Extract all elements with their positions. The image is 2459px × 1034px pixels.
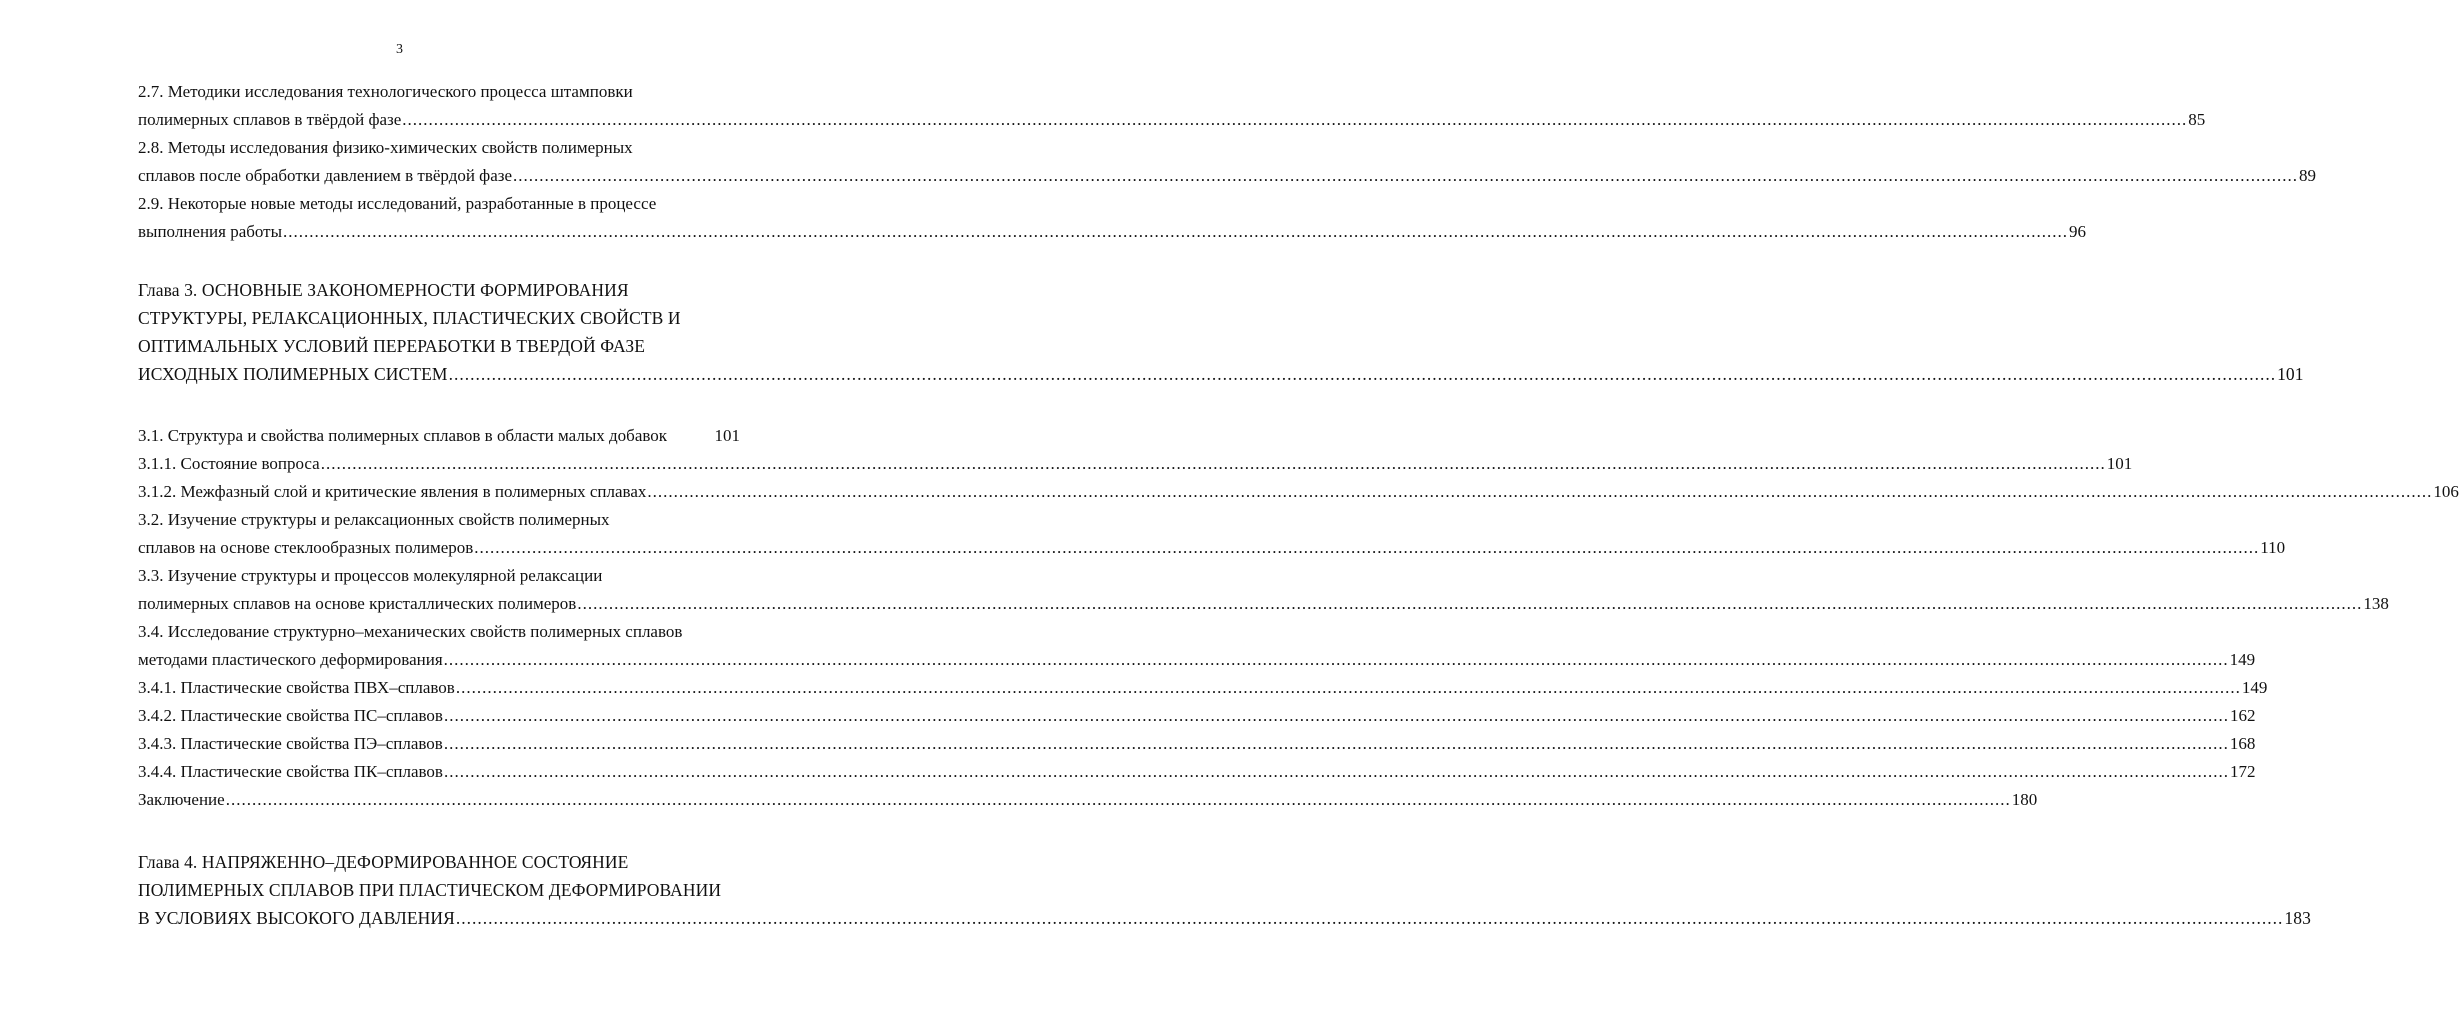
toc-entry-text: полимерных сплавов на основе кристаллических полимеров (138, 594, 577, 613)
toc-page-number: 101 (2277, 364, 2304, 384)
dot-leader: .................................................................................................................................................................................................................................................................................................................................................... (320, 454, 2106, 473)
toc-entry-2-7 (138, 106, 2206, 134)
toc-entry-3-2-line-1: 3.2. Изучение структуры и релаксационных свойств полимерных (138, 510, 610, 529)
toc-entry-2-8-line-1: 2.8. Методы исследования физико-химических свойств полимерных (138, 138, 633, 157)
toc-page-number: 110 (2260, 538, 2286, 557)
toc-entry-2-9-line-1: 2.9. Некоторые новые методы исследований, разработанные в процессе (138, 194, 657, 213)
toc-page-number: 168 (2229, 734, 2256, 753)
toc-entry-conclusion (138, 786, 2038, 814)
dot-leader: .................................................................................................................................................................................................................................................................................................................................................... (443, 706, 2229, 725)
dot-leader: .................................................................................................................................................................................................................................................................................................................................................... (443, 734, 2229, 753)
toc-entry-2-8 (138, 162, 2317, 190)
toc-entry-text: 3.1. Структура и свойства полимерных сплавов в области малых добавок (138, 426, 668, 445)
chapter-3-heading-line-1: Глава 3. ОСНОВНЫЕ ЗАКОНОМЕРНОСТИ ФОРМИРОВАНИЯ (138, 280, 629, 300)
dot-leader: .................................................................................................................................................................................................................................................................................................................................................... (283, 222, 2069, 241)
toc-entry-2-9 (138, 218, 2087, 246)
toc-entry-text: сплавов на основе стеклообразных полимеров (138, 538, 474, 557)
dot-leader: .................................................................................................................................................................................................................................................................................................................................................... (443, 762, 2229, 781)
toc-entry-3-4-line-1: 3.4. Исследование структурно–механических свойств полимерных сплавов (138, 622, 683, 641)
dot-leader: .................................................................................................................................................................................................................................................................................................................................................... (402, 110, 2188, 129)
toc-entry-text: 3.4.2. Пластические свойства ПС–сплавов (138, 706, 443, 725)
toc-entry-text: ИСХОДНЫХ ПОЛИМЕРНЫХ СИСТЕМ (138, 364, 448, 384)
dot-leader: .................................................................................................................................................................................................................................................................................................................................................... (455, 908, 2284, 928)
dot-leader: .................................................................................................................................................................................................................................................................................................................................................... (513, 166, 2299, 185)
toc-entry-text: 3.4.1. Пластические свойства ПВХ–сплавов (138, 678, 455, 697)
chapter-3-heading (138, 360, 2304, 388)
chapter-4-heading-line-2: ПОЛИМЕРНЫХ СПЛАВОВ ПРИ ПЛАСТИЧЕСКОМ ДЕФОРМИРОВАНИИ (138, 880, 722, 900)
dot-leader: .................................................................................................................................................................................................................................................................................................................................................... (647, 482, 2433, 501)
table-of-contents (138, 78, 2459, 932)
toc-page-number: 149 (2241, 678, 2268, 697)
toc-page-number: 183 (2284, 908, 2311, 928)
toc-entry-3-1 (138, 422, 740, 450)
toc-entry-text: 3.4.4. Пластические свойства ПК–сплавов (138, 762, 443, 781)
toc-entry-text: 3.4.3. Пластические свойства ПЭ–сплавов (138, 734, 443, 753)
dot-leader: .................................................................................................................................................................................................................................................................................................................................................... (474, 538, 2260, 557)
toc-entry-text: методами пластического деформирования (138, 650, 443, 669)
toc-entry-3-1-1 (138, 450, 2133, 478)
chapter-3-heading-line-2: СТРУКТУРЫ, РЕЛАКСАЦИОННЫХ, ПЛАСТИЧЕСКИХ СВОЙСТВ И (138, 308, 681, 328)
toc-entry-text: полимерных сплавов в твёрдой фазе (138, 110, 402, 129)
toc-page-number: 96 (2069, 222, 2087, 241)
dot-leader: .................................................................................................................................................................................................................................................................................................................................................... (577, 594, 2363, 613)
toc-entry-2-7-line-1: 2.7. Методики исследования технологического процесса штамповки (138, 82, 633, 101)
toc-entry-text: 3.1.2. Межфазный слой и критические явления в полимерных сплавах (138, 482, 647, 501)
toc-page-number: 149 (2229, 650, 2256, 669)
toc-entry-3-1-2 (138, 478, 2459, 506)
toc-entry-text: В УСЛОВИЯХ ВЫСОКОГО ДАВЛЕНИЯ (138, 908, 455, 928)
toc-page-number: 89 (2299, 166, 2317, 185)
toc-entry-text: выполнения работы (138, 222, 283, 241)
toc-page-number: 101 (2106, 454, 2133, 473)
chapter-3-heading-line-3: ОПТИМАЛЬНЫХ УСЛОВИЙ ПЕРЕРАБОТКИ В ТВЕРДОЙ ФАЗЕ (138, 336, 645, 356)
toc-entry-text: сплавов после обработки давлением в твёрдой фазе (138, 166, 513, 185)
chapter-4-heading-line-1: Глава 4. НАПРЯЖЕННО–ДЕФОРМИРОВАННОЕ СОСТОЯНИЕ (138, 852, 629, 872)
toc-entry-text: Заключение (138, 790, 225, 809)
page-number: 3 (396, 42, 403, 57)
toc-page-number: 172 (2229, 762, 2256, 781)
toc-entry-3-4 (138, 646, 2256, 674)
toc-entry-3-4-3 (138, 730, 2256, 758)
dot-leader: .................................................................................................................................................................................................................................................................................................................................................... (225, 790, 2011, 809)
toc-entry-3-4-4 (138, 758, 2256, 786)
toc-entry-3-3 (138, 590, 2389, 618)
toc-page-number: 85 (2188, 110, 2206, 129)
dot-leader: .................................................................................................................................................................................................................................................................................................................................................... (455, 678, 2241, 697)
toc-entry-3-2 (138, 534, 2286, 562)
toc-entry-text: 3.1.1. Состояние вопроса (138, 454, 320, 473)
toc-entry-3-3-line-1: 3.3. Изучение структуры и процессов молекулярной релаксации (138, 566, 603, 585)
toc-page-number: 162 (2229, 706, 2256, 725)
toc-page-number: 106 (2433, 482, 2459, 501)
toc-page-number: 138 (2363, 594, 2389, 613)
toc-page-number: 180 (2011, 790, 2038, 809)
chapter-4-heading (138, 904, 2311, 932)
toc-entry-3-4-1 (138, 674, 2268, 702)
dot-leader: .................................................................................................................................................................................................................................................................................................................................................... (448, 364, 2277, 384)
toc-entry-3-4-2 (138, 702, 2256, 730)
toc-page-number: 101 (714, 426, 740, 445)
dot-leader: .................................................................................................................................................................................................................................................................................................................................................... (443, 650, 2229, 669)
